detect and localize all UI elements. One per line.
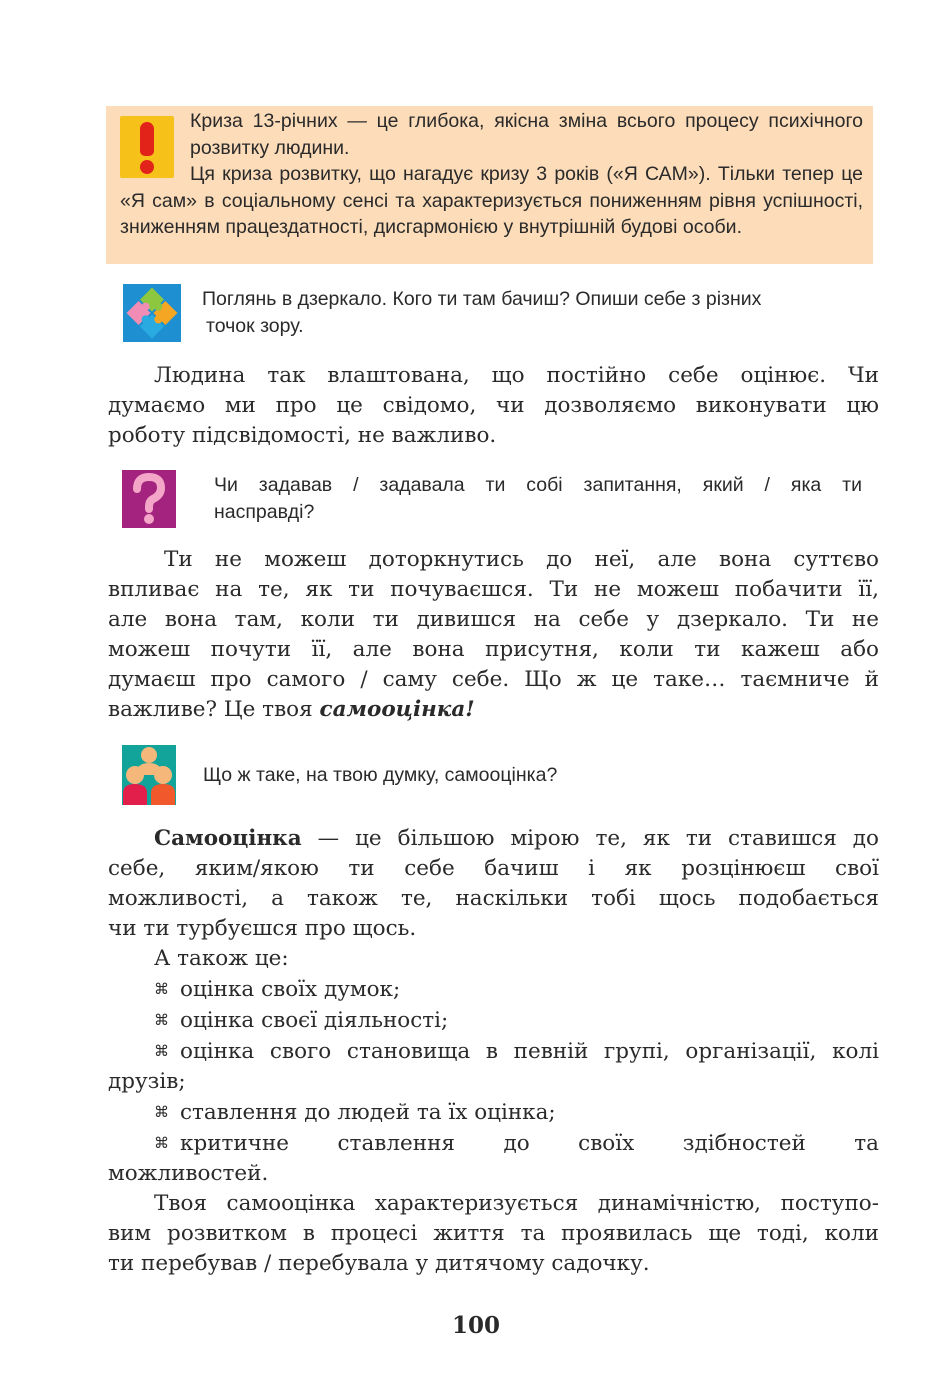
discussion-text [203,762,863,789]
exclamation-icon [120,116,174,178]
self-esteem-term: самооцінка! [319,697,475,722]
question-line-2: насправді? [214,501,315,523]
puzzle-icon [123,284,181,342]
page-number: 100 [451,1312,500,1339]
discussion-line-1: Що ж таке, на твою думку, самооцінка? [203,764,558,786]
list-item: ⌘ оцінка своїх думок; [108,974,879,1005]
paragraph-2: Ти не можеш доторкнутись до неї, але вона суттєво впливає на те, як ти почуваєшся. Ти не можеш побачити її, але вона там, коли ти дивишся на себе у дзеркало. Ти не можеш почути її, але вона присутня, коли ти кажеш або думаєш про самого / саму себе. Що ж це таке… таємниче й важливе? Це твоя самооцінка! [108,547,879,722]
question-line-1: Чи задавав / задавала ти собі запитання, який / яка ти [214,474,862,496]
bullet-icon: ⌘ [154,1103,169,1121]
list-item: ⌘ критичне ставлення до своїх здібностей та [108,1128,879,1159]
list-item: ⌘ оцінка свого становища в певній групі, організації, колі [108,1036,879,1067]
task-line-1: Поглянь в дзеркало. Кого ти там бачиш? Опиши себе з різних [202,288,762,310]
paragraph-1: Людина так влаштована, що постійно себе оцінює. Чи думаємо ми про це свідомо, чи дозволяємо виконувати цю роботу підсвідомості, не важливо. [108,363,879,448]
list-item: ⌘ оцінка своєї діяльності; [108,1005,879,1036]
group-people-icon [122,745,176,805]
list-item: ⌘ ставлення до людей та їх оцінка; [108,1097,879,1128]
bullet-icon: ⌘ [154,980,169,998]
task-text [202,286,882,340]
task-line-2: точок зору. [206,315,304,337]
warning-text-2: Ця криза розвитку, що нагадує кризу 3 років («Я САМ»). Тільки тепер це «Я сам» в соціальному сенсі та характеризується пониженням рівня успішності, зниженням працездатності, дисгармонією у внутрішній будові особи. [120,163,863,238]
question-mark-icon [122,470,176,528]
warning-text-1: Криза 13-річних — це глибока, якісна зміна всього процесу психічного розвитку людини. [190,110,863,159]
question-text [214,472,862,526]
bullet-icon: ⌘ [154,1011,169,1029]
definition-paragraph: Самооцінка — це більшою мірою те, як ти ставишся до себе, яким/якою ти себе бачиш і як розцінюєш свої можливості, а також те, наскільки тобі щось подобається чи ти турбуєшся про щось. А також це: ⌘ оцінка своїх думок; ⌘ оцінка своєї діяльності; ⌘ оцінка свого становища в певній групі, організації, колі друзів; ⌘ ставлення до людей та їх оцінка; ⌘ критичне ставлення до своїх здібностей та можливостей. Твоя самооцінка характеризується динамічністю, поступо- вим розвитком в процесі життя та проявилась ще тоді, коли ти перебував / перебувала у дитячому садочку. [108,826,879,1276]
bullet-icon: ⌘ [154,1042,169,1060]
warning-box [106,106,873,264]
definition-term: Самооцінка [154,826,302,851]
bullet-icon: ⌘ [154,1134,169,1152]
